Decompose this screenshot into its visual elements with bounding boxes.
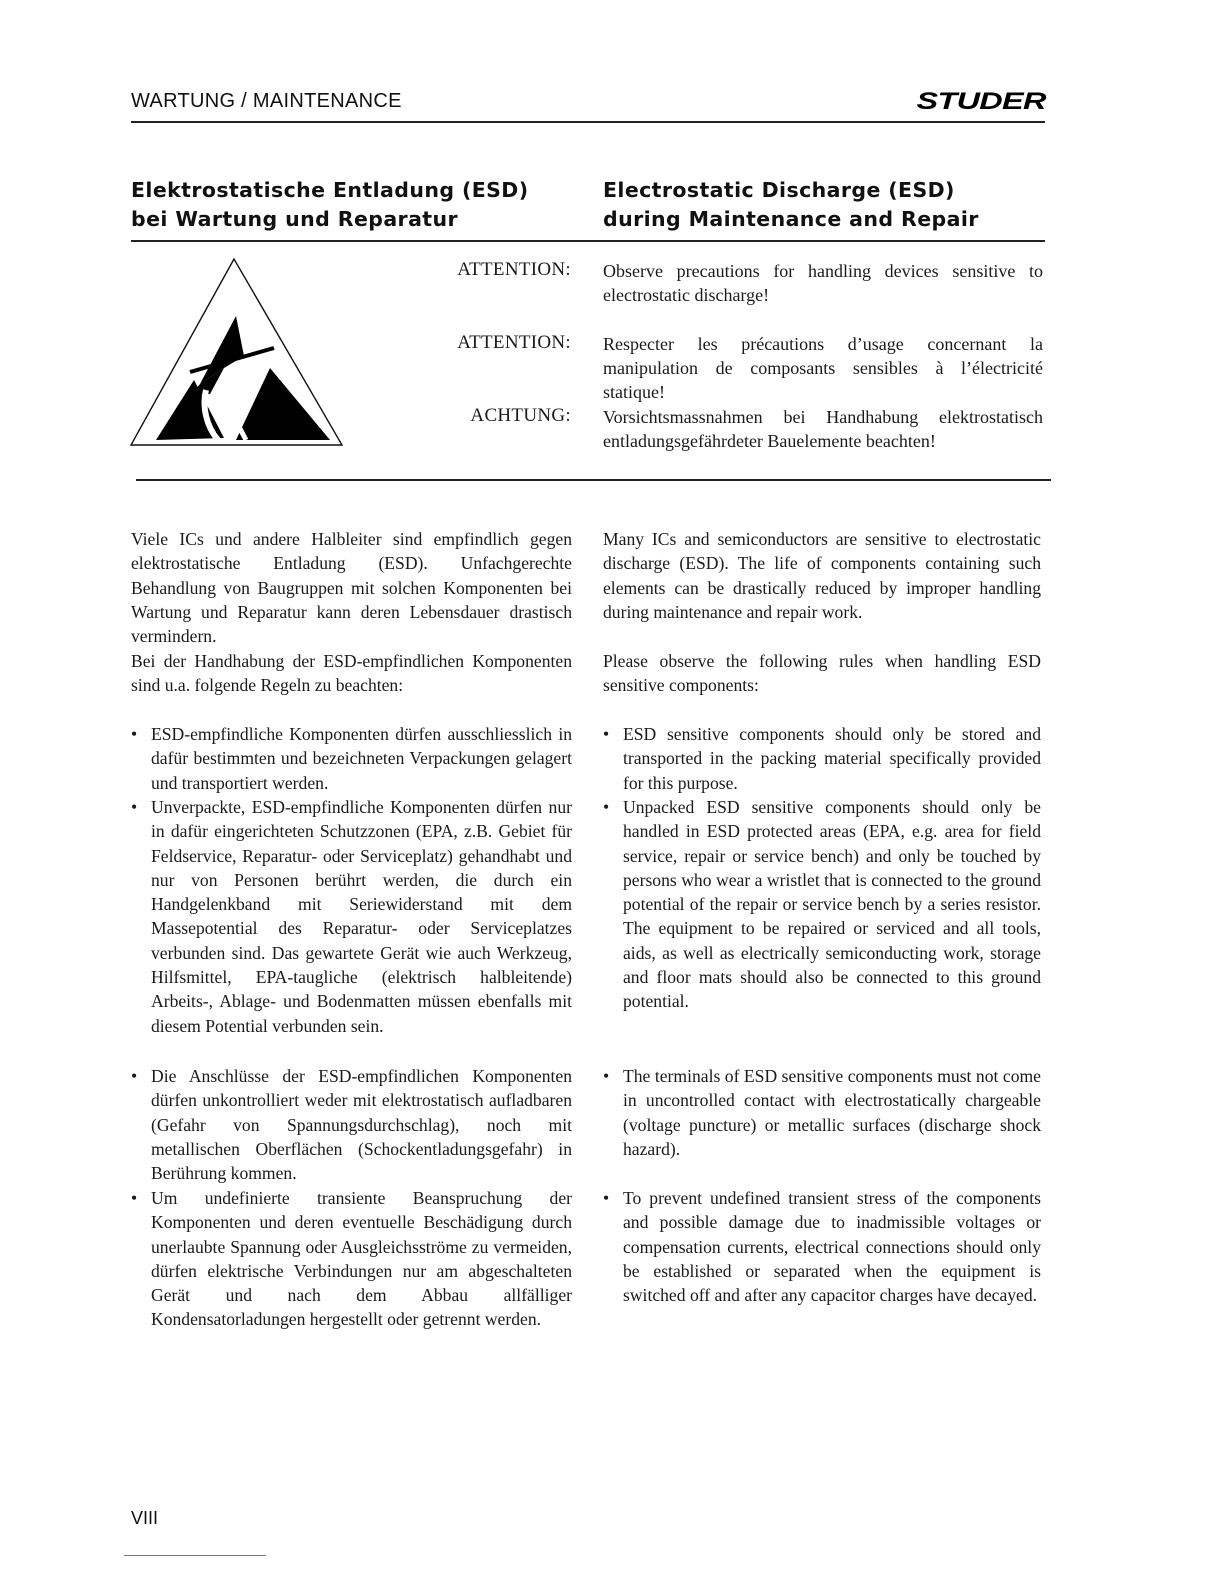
title-german-line1: Elektrostatische Entladung (ESD)	[131, 178, 529, 202]
header-rule	[131, 121, 1045, 123]
bullet-marker: •	[603, 797, 610, 817]
german-bullet-4: Um undefinierte transiente Beanspruchung der Komponenten und deren eventuelle Beschädigung durch unerlaubte Spannung oder Ausgleichsströme zu vermeiden, dürfen elektrische Verbindungen nur am abgeschalteten Gerät und nach dem Abbau allfälliger Kondensatorladungen hergestellt oder getrennt werden.	[151, 1188, 572, 1330]
english-intro: Many ICs and semiconductors are sensitive to electrostatic discharge (ESD). The life of components containing such elements can be drastically reduced by improper handling during maintenance and repair work.	[603, 529, 1041, 622]
section-header: WARTUNG / MAINTENANCE	[131, 90, 402, 112]
english-bullet-1: ESD sensitive components should only be stored and transported in the packing material specifically provided for this purpose.	[623, 724, 1041, 793]
bullet-marker: •	[131, 1188, 138, 1208]
german-intro: Viele ICs und andere Halbleiter sind empfindlich gegen elektrostatische Entladung (ESD). Unfachgerechte Behandlung von Baugruppen mit solchen Komponenten bei Wartung und Reparatur kann deren Lebensdauer drastisch vermindern.	[131, 529, 572, 647]
warning-label-2: ATTENTION:	[457, 332, 571, 353]
warning-label-3: ACHTUNG:	[470, 405, 571, 426]
bullet-marker: •	[131, 724, 138, 744]
bullet-marker: •	[131, 797, 138, 817]
bullet-marker: •	[603, 1188, 610, 1208]
warning-label-1: ATTENTION:	[457, 259, 571, 280]
title-english-line1: Electrostatic Discharge (ESD)	[603, 178, 955, 202]
warning-text-2: Respecter les précautions d’usage concernant la manipulation de composants sensibles à l’électricité statique!	[603, 334, 1043, 402]
title-german	[131, 176, 528, 234]
title-rule	[131, 240, 1045, 242]
english-bullet-3: The terminals of ESD sensitive components must not come in uncontrolled contact with electrostatically chargeable (voltage puncture) or metallic surfaces (discharge shock hazard).	[623, 1066, 1041, 1159]
title-german-line2: bei Wartung und Reparatur	[131, 207, 459, 231]
warning-text-3: Vorsichtsmassnahmen bei Handhabung elektrostatisch entladungsgefährdeter Bauelemente beachten!	[603, 407, 1043, 451]
bullet-marker: •	[131, 1066, 138, 1086]
english-rules-intro: Please observe the following rules when handling ESD sensitive components:	[603, 651, 1041, 696]
german-rules-intro: Bei der Handhabung der ESD-empfindlichen Komponenten sind u.a. folgende Regeln zu beachten:	[131, 651, 572, 696]
german-bullet-3: Die Anschlüsse der ESD-empfindlichen Komponenten dürfen unkontrolliert weder mit elektrostatisch aufladbaren (Gefahr von Spannungsdurchschlag), noch mit metallischen Oberflächen (Schockentladungsgefahr) in Berührung kommen.	[151, 1066, 572, 1184]
warning-rule	[136, 479, 1051, 481]
english-bullet-4: To prevent undefined transient stress of the components and possible damage due to inadmissible voltages or compensation currents, electrical connections should only be established or separated when the equipment is switched off and after any capacitor charges have decayed.	[623, 1188, 1041, 1306]
german-bullet-1: ESD-empfindliche Komponenten dürfen ausschliesslich in dafür bestimmten und bezeichneten Verpackungen gelagert und transportiert werden.	[151, 724, 572, 793]
page-number: VIII	[131, 1508, 159, 1528]
english-bullet-2: Unpacked ESD sensitive components should only be handled in ESD protected areas (EPA, e.g. area for field service, repair or service bench) and only be touched by persons who wear a wristlet that is connected to the ground potential of the repair or service bench by a series resistor. The equipment to be repaired or serviced and all tools, aids, as well as electrically semiconducting work, storage and floor mats should also be connected to this ground potential.	[623, 797, 1041, 1012]
bullet-marker: •	[603, 724, 610, 744]
footer-rule	[124, 1555, 266, 1556]
warning-text-1: Observe precautions for handling devices sensitive to electrostatic discharge!	[603, 261, 1043, 305]
title-english-line2: during Maintenance and Repair	[603, 207, 979, 231]
brand-logo: STUDER	[916, 88, 1046, 115]
german-bullet-2: Unverpackte, ESD-empfindliche Komponenten dürfen nur in dafür eingerichteten Schutzzonen (EPA, z.B. Gebiet für Feldservice, Reparatur- oder Serviceplatz) gehandhabt und nur von Personen berührt werden, die durch ein Handgelenkband mit Seriewiderstand mit dem Massepotential des Reparatur- oder Serviceplatzes verbunden sind. Das gewartete Gerät wie auch Werkzeug, Hilfsmittel, EPA-taugliche (elektrisch halbleitende) Arbeits-, Ablage- und Bodenmatten müssen ebenfalls mit diesem Potential verbunden sein.	[151, 797, 572, 1036]
bullet-marker: •	[603, 1066, 610, 1086]
title-english	[603, 176, 979, 234]
